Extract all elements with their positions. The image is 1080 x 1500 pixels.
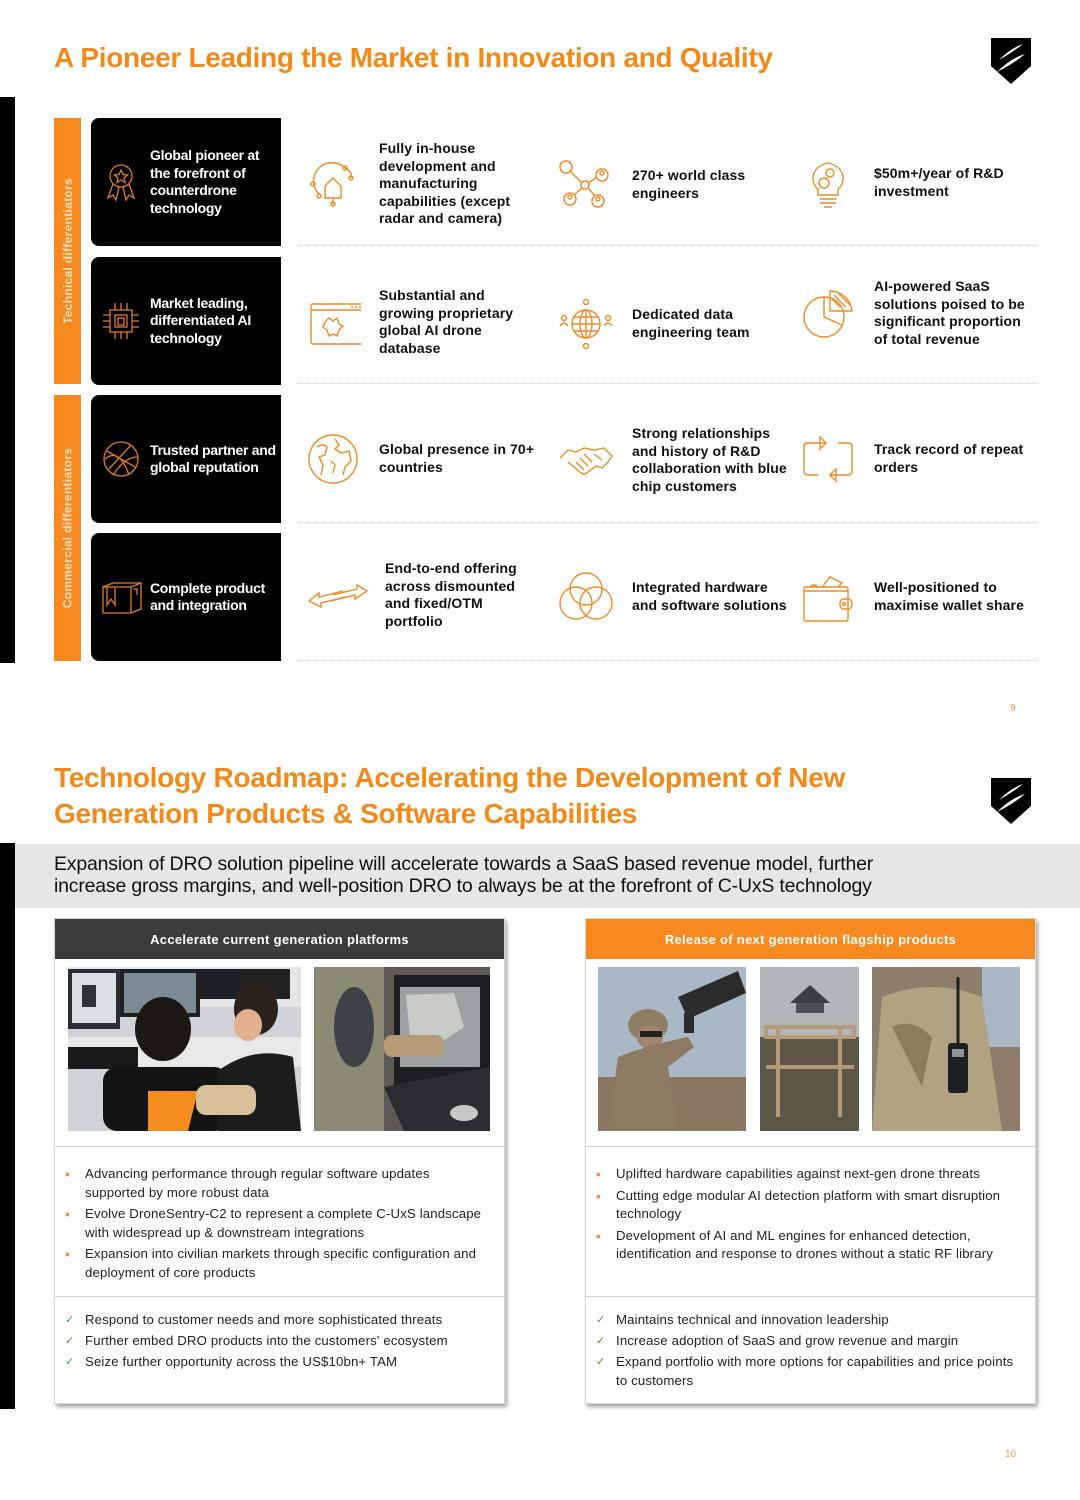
chip-icon — [99, 299, 143, 343]
bullet-item: • Uplifted hardware capabilities against next-gen drone threats — [596, 1166, 980, 1182]
bullet-item: • Cutting edge modular AI detection platform with smart disruption technology — [596, 1187, 1001, 1221]
left-edge-bar — [0, 97, 15, 663]
browser-gear-icon — [305, 294, 361, 350]
bullet-list — [55, 1147, 504, 1297]
bullet-item: • Evolve DroneSentry-C2 to represent a complete C-UxS landscape with widespread up & downstream integrations — [65, 1206, 482, 1240]
panel-header: Accelerate current generation platforms — [55, 919, 504, 959]
handshake-icon — [558, 432, 614, 488]
earth-icon — [305, 431, 361, 487]
check-item: ✓ Maintains technical and innovation leadership — [616, 1311, 1019, 1330]
bullet-dot-icon: • — [65, 1246, 71, 1262]
home-network-icon — [305, 156, 361, 212]
category-card-complete-product — [91, 533, 281, 661]
company-shield-logo — [989, 776, 1033, 826]
page-title: A Pioneer Leading the Market in Innovation and Quality — [54, 42, 773, 73]
check-item: ✓ Seize further opportunity across the US$10bn+ TAM — [85, 1353, 488, 1372]
row-separator — [297, 522, 1037, 523]
page-title: Technology Roadmap: Accelerating the Development of New Generation Products & Software Capabilities — [54, 762, 845, 829]
check-icon: ✓ — [65, 1314, 75, 1326]
feature-item: Global presence in 70+ countries — [305, 431, 535, 487]
row-separator — [297, 660, 1037, 661]
commercial-differentiators-label: Commercial differentiators — [54, 395, 81, 661]
row-separator — [297, 245, 1037, 246]
panel-next-generation — [585, 918, 1036, 1404]
summary-banner: Expansion of DRO solution pipeline will accelerate towards a SaaS based revenue model, further increase gross margins, and well-position DRO to always be at the forefront of C-UxS technology — [15, 844, 1080, 908]
repeat-icon — [800, 431, 856, 487]
feature-item: Track record of repeat orders — [800, 431, 1030, 487]
panel-current-generation — [54, 918, 505, 1404]
company-shield-logo — [989, 36, 1033, 86]
feature-item: Well-positioned to maximise wallet share — [800, 569, 1030, 625]
venn-circles-icon — [558, 569, 614, 625]
vehicle-mounted-sensor-photo — [760, 967, 859, 1131]
bullet-dot-icon: • — [65, 1206, 71, 1222]
check-icon: ✓ — [596, 1356, 606, 1368]
lightbulb-gears-icon — [800, 155, 856, 211]
globe-lines-icon — [99, 437, 143, 481]
category-card-global-pioneer — [91, 118, 281, 246]
engineers-at-workstation-photo — [68, 967, 301, 1131]
row-separator — [297, 383, 1037, 384]
feature-item: Dedicated data engineering team — [558, 296, 788, 352]
page-number: 9 — [1010, 703, 1016, 714]
photo-row — [55, 959, 504, 1147]
page-number: 10 — [1005, 1449, 1017, 1460]
pie-chart-icon — [800, 285, 856, 341]
left-edge-bar — [0, 843, 15, 1409]
panel-header: Release of next generation flagship products — [586, 919, 1035, 959]
check-icon: ✓ — [596, 1335, 606, 1347]
globe-team-icon — [558, 296, 614, 352]
box-icon — [99, 575, 143, 619]
soldier-using-rugged-laptop-photo — [314, 967, 490, 1131]
category-text: Complete product and integration — [150, 579, 265, 613]
checklist — [586, 1297, 1035, 1390]
category-text: Global pioneer at the forefront of counterdrone technology — [150, 147, 260, 216]
bullet-dot-icon: • — [596, 1187, 602, 1204]
checklist — [55, 1297, 504, 1372]
check-icon: ✓ — [65, 1356, 75, 1368]
bullet-item: • Expansion into civilian markets through specific configuration and deployment of core products — [65, 1246, 477, 1280]
feature-item: Strong relationships and history of R&D collaboration with blue chip customers — [558, 425, 788, 495]
bullet-dot-icon: • — [65, 1166, 71, 1182]
bullet-list — [586, 1147, 1035, 1297]
feature-item: AI-powered SaaS solutions poised to be significant proportion of total revenue — [800, 278, 1030, 348]
people-network-icon — [558, 157, 614, 213]
photo-row — [586, 959, 1035, 1147]
wallet-icon — [800, 569, 856, 625]
feature-item: Fully in-house development and manufacturing capabilities (except radar and camera) — [305, 140, 535, 228]
technical-differentiators-label: Technical differentiators — [54, 118, 81, 384]
bullet-dot-icon: • — [596, 1166, 602, 1182]
category-card-ai-technology — [91, 257, 281, 385]
category-text: Market leading, differentiated AI technology — [150, 294, 251, 346]
award-ribbon-icon — [99, 160, 143, 204]
check-item: ✓ Expand portfolio with more options for capabilities and price points to customers — [596, 1354, 1014, 1388]
feature-item: 270+ world class engineers — [558, 157, 788, 213]
bullet-item: • Advancing performance through regular software updates supported by more robust data — [65, 1166, 430, 1200]
category-text: Trusted partner and global reputation — [150, 441, 276, 475]
two-way-arrows-icon — [305, 567, 371, 623]
check-item: ✓ Further embed DRO products into the customers' ecosystem — [85, 1332, 488, 1351]
check-item: ✓ Increase adoption of SaaS and grow revenue and margin — [616, 1332, 1019, 1351]
check-icon: ✓ — [65, 1335, 75, 1347]
soldier-with-drone-gun-photo — [598, 967, 746, 1131]
check-item: ✓ Respond to customer needs and more sophisticated threats — [85, 1311, 488, 1330]
feature-item: $50m+/year of R&D investment — [800, 155, 1030, 211]
bullet-item: • Development of AI and ML engines for enhanced detection, identification and response to drones without a static RF library — [596, 1227, 993, 1261]
category-card-trusted-partner — [91, 395, 281, 523]
soldier-with-handheld-device-photo — [872, 967, 1020, 1131]
feature-item: Integrated hardware and software solutions — [558, 569, 788, 625]
feature-item: End-to-end offering across dismounted and fixed/OTM portfolio — [305, 560, 535, 630]
bullet-dot-icon: • — [596, 1227, 602, 1244]
feature-item: Substantial and growing proprietary global AI drone database — [305, 287, 535, 357]
check-icon: ✓ — [596, 1314, 606, 1326]
